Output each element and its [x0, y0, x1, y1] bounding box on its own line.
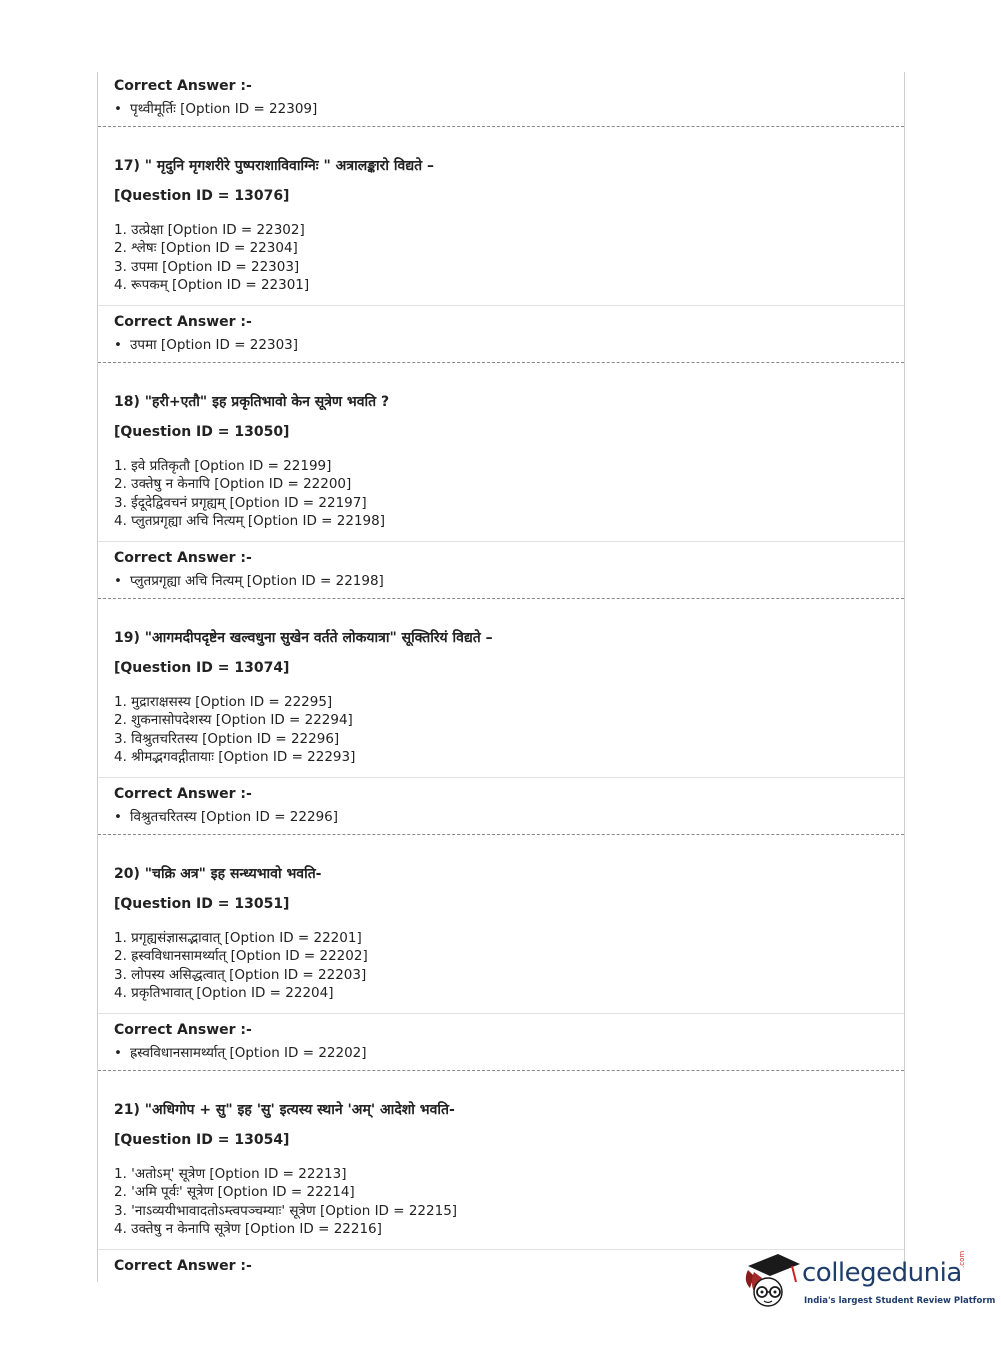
answer-value: • प्लुतप्रगृह्या अचि नित्यम् [Option ID = 22198] [114, 573, 384, 589]
answer-separator [98, 305, 904, 306]
answer-value-text: प्लुतप्रगृह्या अचि नित्यम् [Option ID = 22198] [130, 573, 384, 589]
answer-value-text: उपमा [Option ID = 22303] [130, 337, 299, 353]
answer-value: • उपमा [Option ID = 22303] [114, 337, 299, 353]
option-item: 3. 'नाऽव्ययीभावादतोऽम्त्वपञ्चम्याः' सूत्रेण [Option ID = 22215] [114, 1203, 458, 1219]
question-divider [98, 1070, 904, 1071]
answer-separator [98, 541, 904, 542]
question-text: 19) "आगमदीपदृष्टेन खल्वधुना सुखेन वर्तते लोकयात्रा" सूक्तिरियं विद्यते – [114, 630, 493, 646]
question-divider [98, 126, 904, 127]
answer-value: • विश्रुतचरितस्य [Option ID = 22296] [114, 809, 339, 825]
question-divider [98, 598, 904, 599]
question-id: [Question ID = 13074] [114, 660, 290, 676]
question-text: 21) "अधिगोप + सु" इह 'सु' इत्यस्य स्थाने 'अम्' आदेशो भवति- [114, 1102, 455, 1118]
answer-separator [98, 1013, 904, 1014]
question-id: [Question ID = 13050] [114, 424, 290, 440]
answer-separator [98, 777, 904, 778]
option-item: 4. प्रकृतिभावात् [Option ID = 22204] [114, 985, 334, 1001]
answer-title: Correct Answer :- [114, 786, 252, 802]
logo-wordmark: collegedunia [802, 1258, 962, 1288]
option-item: 3. विश्रुतचरितस्य [Option ID = 22296] [114, 731, 340, 747]
option-item: 4. श्रीमद्भगवद्गीतायाः [Option ID = 22293] [114, 749, 356, 765]
answer-value-text: ह्रस्वविधानसामर्थ्यात् [Option ID = 22202] [130, 1045, 367, 1061]
answer-title: Correct Answer :- [114, 78, 252, 94]
question-text: 18) "हरी+एतौ" इह प्रकृतिभावो केन सूत्रेण भवति ? [114, 394, 390, 410]
answer-title: Correct Answer :- [114, 1022, 252, 1038]
answer-value: • पृथ्वीमूर्तिः [Option ID = 22309] [114, 101, 318, 117]
option-item: 1. प्रगृह्यसंज्ञासद्भावात् [Option ID = 22201] [114, 930, 362, 946]
option-item: 4. उक्तेषु न केनापि सूत्रेण [Option ID = 22216] [114, 1221, 382, 1237]
collegedunia-logo [740, 1248, 996, 1314]
question-id: [Question ID = 13051] [114, 896, 290, 912]
option-item: 4. रूपकम् [Option ID = 22301] [114, 277, 310, 293]
answer-value: • ह्रस्वविधानसामर्थ्यात् [Option ID = 22202] [114, 1045, 367, 1061]
option-item: 2. ह्रस्वविधानसामर्थ्यात् [Option ID = 22202] [114, 948, 368, 964]
answer-title: Correct Answer :- [114, 314, 252, 330]
option-item: 1. 'अतोऽम्' सूत्रेण [Option ID = 22213] [114, 1166, 347, 1182]
option-item: 3. ईदूदेद्विवचनं प्रगृह्यम् [Option ID = 22197] [114, 495, 367, 511]
mascot-icon [740, 1248, 800, 1310]
option-item: 2. उक्तेषु न केनापि [Option ID = 22200] [114, 476, 352, 492]
logo-tagline: India's largest Student Review Platform [804, 1296, 996, 1306]
question-text: 17) " मृदुनि मृगशरीरे पुष्पराशाविवाग्निः " अत्रालङ्कारो विद्यते – [114, 158, 434, 174]
option-item: 3. उपमा [Option ID = 22303] [114, 259, 300, 275]
answer-title: Correct Answer :- [114, 550, 252, 566]
logo-dotcom: .com [958, 1250, 966, 1268]
answer-title: Correct Answer :- [114, 1258, 252, 1274]
question-divider [98, 362, 904, 363]
question-id: [Question ID = 13076] [114, 188, 290, 204]
page-frame [97, 72, 905, 1282]
answer-value-text: विश्रुतचरितस्य [Option ID = 22296] [130, 809, 339, 825]
answer-value-text: पृथ्वीमूर्तिः [Option ID = 22309] [130, 101, 318, 117]
question-id: [Question ID = 13054] [114, 1132, 290, 1148]
option-item: 4. प्लुतप्रगृह्या अचि नित्यम् [Option ID = 22198] [114, 513, 385, 529]
option-item: 1. मुद्राराक्षसस्य [Option ID = 22295] [114, 694, 333, 710]
question-divider [98, 834, 904, 835]
option-item: 2. शुकनासोपदेशस्य [Option ID = 22294] [114, 712, 353, 728]
option-item: 2. श्लेषः [Option ID = 22304] [114, 240, 298, 256]
option-item: 2. 'अमि पूर्वः' सूत्रेण [Option ID = 22214] [114, 1184, 355, 1200]
option-item: 1. उत्प्रेक्षा [Option ID = 22302] [114, 222, 305, 238]
option-item: 1. इवे प्रतिकृतौ [Option ID = 22199] [114, 458, 332, 474]
question-text: 20) "चक्रि अत्र" इह सन्ध्यभावो भवति- [114, 866, 322, 882]
option-item: 3. लोपस्य असिद्धत्वात् [Option ID = 22203] [114, 967, 367, 983]
